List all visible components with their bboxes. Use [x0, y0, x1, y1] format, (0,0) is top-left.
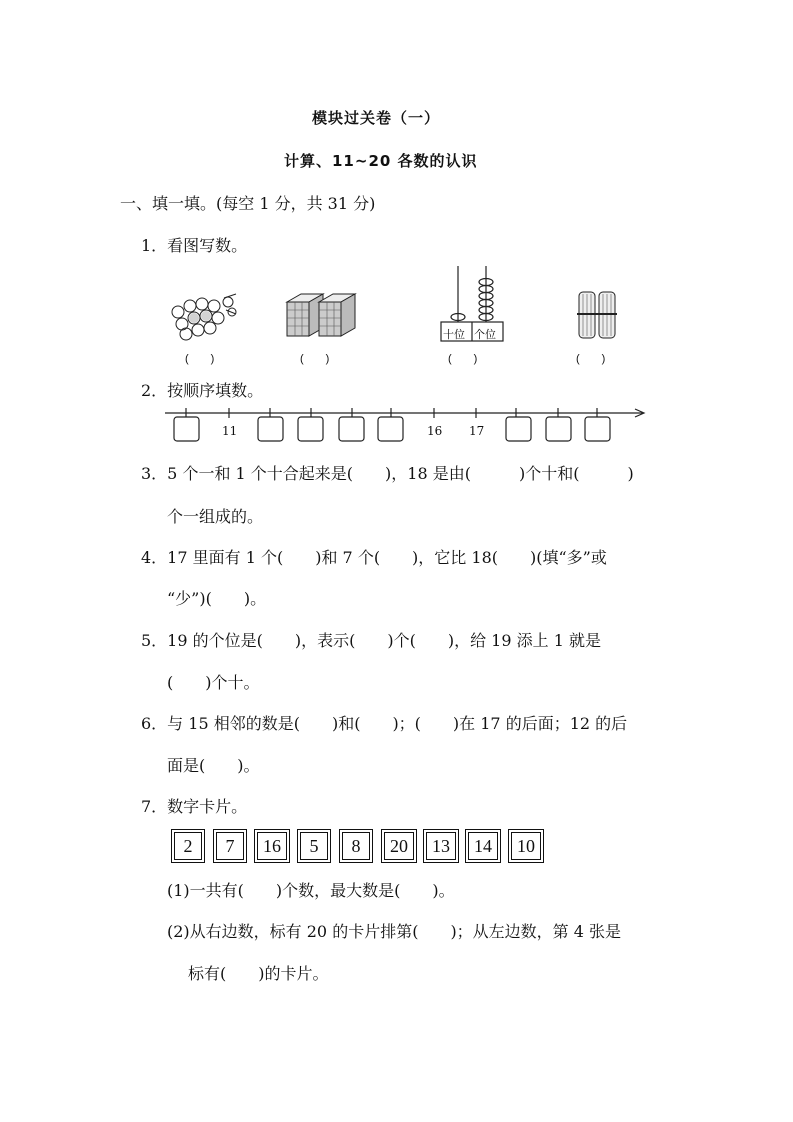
- question-7-sub-2-line-1: (2)从右边数，标有 20 的卡片排第( )；从左边数，第 4 张是: [167, 922, 622, 941]
- number-card: 8: [342, 832, 370, 860]
- question-7-sub-2-line-2: 标有( )的卡片。: [188, 964, 329, 983]
- question-1-label: 1．看图写数。: [141, 236, 248, 255]
- stick-bundles-picture: [575, 288, 625, 344]
- question-5-line-2: ( )个十。: [167, 673, 260, 692]
- number-card: 13: [426, 832, 456, 860]
- number-line-box: [339, 417, 364, 441]
- number-line-box: [506, 417, 531, 441]
- answer-blank-1[interactable]: ( ): [185, 353, 215, 365]
- question-5-line-1: 5．19 的个位是( )，表示( )个( )，给 19 添上 1 就是: [141, 631, 601, 650]
- counting-objects-picture-2: [283, 290, 358, 342]
- number-line-box: [546, 417, 571, 441]
- number-card: 5: [300, 832, 328, 860]
- number-line-box: [585, 417, 610, 441]
- number-line-box: [378, 417, 403, 441]
- answer-blank-4[interactable]: ( ): [576, 353, 606, 365]
- number-line-box: [174, 417, 199, 441]
- number-line: [165, 405, 650, 445]
- question-6-line-2: 面是( )。: [167, 756, 260, 775]
- section-heading: 一、填一填。(每空 1 分，共 31 分): [120, 194, 376, 213]
- number-line-box: [298, 417, 323, 441]
- number-card: 7: [216, 832, 244, 860]
- number-line-box: [258, 417, 283, 441]
- number-line-label-11: 11: [222, 424, 238, 438]
- answer-blank-3[interactable]: ( ): [448, 353, 478, 365]
- question-3-line-1: 3．5 个一和 1 个十合起来是( )，18 是由( )个十和( ): [141, 464, 634, 483]
- counting-objects-picture-1: [168, 290, 243, 345]
- number-card: 2: [174, 832, 202, 860]
- question-4-line-2: “少”)( )。: [167, 589, 267, 608]
- number-line-label-16: 16: [427, 424, 443, 438]
- number-card: 10: [511, 832, 541, 860]
- number-line-label-17: 17: [469, 424, 485, 438]
- abacus-tens-label: 十位: [443, 328, 465, 341]
- page-title: 模块过关卷（一）: [312, 109, 441, 127]
- number-card: 20: [384, 832, 414, 860]
- page-subtitle: 计算、11~20 各数的认识: [284, 152, 478, 170]
- abacus-ones-label: 个位: [474, 328, 496, 341]
- answer-blank-2[interactable]: ( ): [300, 353, 330, 365]
- number-card: 16: [257, 832, 287, 860]
- question-7-label: 7．数字卡片。: [141, 797, 248, 816]
- question-7-sub-1: (1)一共有( )个数，最大数是( )。: [167, 881, 455, 900]
- number-card: 14: [468, 832, 498, 860]
- question-4-line-1: 4．17 里面有 1 个( )和 7 个( )，它比 18( )(填“多”或: [141, 548, 607, 567]
- question-6-line-1: 6．与 15 相邻的数是( )和( )；( )在 17 的后面；12 的后: [141, 714, 628, 733]
- question-3-line-2: 个一组成的。: [167, 507, 264, 526]
- question-2-label: 2．按顺序填数。: [141, 381, 264, 400]
